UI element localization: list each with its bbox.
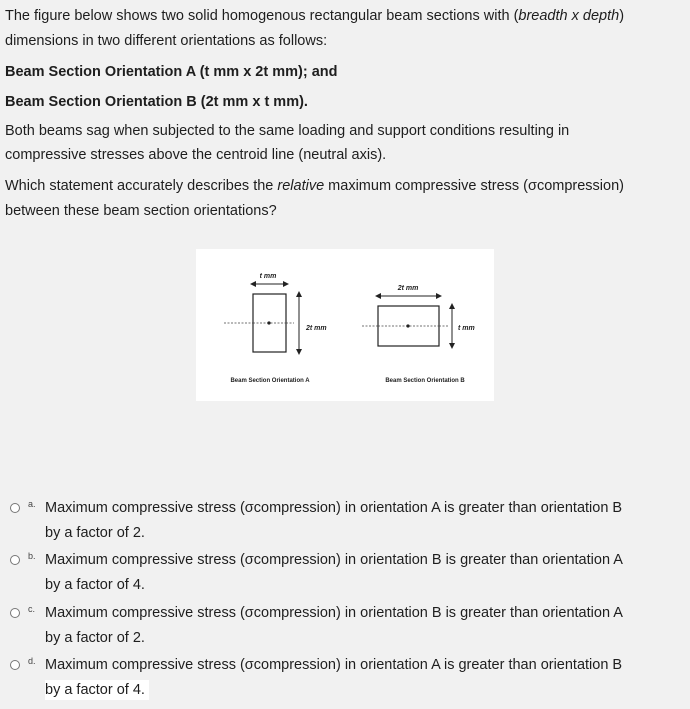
option-b-text-line-2[interactable]: by a factor of 4.	[45, 577, 145, 593]
option-a-text-line-1[interactable]: Maximum compressive stress (σcompression) in orientation A is greater than orientation B	[45, 500, 623, 516]
option-d-radio[interactable]	[10, 660, 20, 670]
option-c-text-line-1[interactable]: Maximum compressive stress (σcompression) in orientation B is greater than orientation A	[45, 605, 623, 621]
question-line-2: between these beam section orientations?	[5, 203, 277, 219]
option-a-radio[interactable]	[10, 503, 20, 513]
option-a-letter: a.	[28, 499, 36, 509]
section-b-depth-label: t mm	[458, 325, 475, 332]
context-line-1: Both beams sag when subjected to the same loading and support conditions resulting in	[5, 123, 570, 139]
intro-text-a: The figure below shows two solid homogenous rectangular beam sections with (	[5, 8, 519, 24]
option-d-text-line-1[interactable]: Maximum compressive stress (σcompression) in orientation A is greater than orientation B	[45, 657, 623, 673]
question-text-b: maximum compressive stress (σcompression)	[324, 178, 624, 194]
intro-line-2: dimensions in two different orientations as follows:	[5, 33, 328, 49]
option-b-letter: b.	[28, 551, 36, 561]
option-c-text-line-2[interactable]: by a factor of 2.	[45, 630, 145, 646]
option-d[interactable]	[0, 657, 690, 709]
option-c-radio[interactable]	[10, 608, 20, 618]
section-a-depth-label: 2t mm	[306, 325, 327, 332]
beam-sections-figure	[196, 249, 494, 401]
section-b-width-label: 2t mm	[397, 285, 419, 292]
intro-text-emphasis: breadth x depth	[518, 8, 620, 24]
option-d-letter: d.	[28, 656, 36, 666]
section-a-width-label: t mm	[259, 273, 277, 280]
section-b-caption: Beam Section Orientation B	[385, 378, 465, 384]
option-c-letter: c.	[28, 604, 36, 614]
beam-sections-diagram	[196, 249, 494, 401]
option-c[interactable]	[0, 605, 690, 657]
section-a-caption: Beam Section Orientation A	[230, 378, 310, 384]
orientation-b-heading: Beam Section Orientation B (2t mm x t mm).	[5, 94, 308, 110]
intro-line-1	[5, 6, 624, 26]
option-d-text-line-2[interactable]: by a factor of 4.	[45, 680, 149, 700]
option-b[interactable]	[0, 552, 690, 604]
intro-text-b: )	[619, 8, 625, 24]
section-b-centroid	[406, 324, 409, 327]
option-b-radio[interactable]	[10, 555, 20, 565]
question-line-1	[5, 176, 624, 196]
option-a-text-line-2[interactable]: by a factor of 2.	[45, 525, 145, 541]
question-text-emphasis: relative	[277, 178, 325, 194]
context-line-2: compressive stresses above the centroid line (neutral axis).	[5, 147, 387, 163]
option-a[interactable]	[0, 500, 690, 552]
question-text-a: Which statement accurately describes the	[5, 178, 278, 194]
option-b-text-line-1[interactable]: Maximum compressive stress (σcompression) in orientation B is greater than orientation A	[45, 552, 623, 568]
section-a-centroid	[267, 321, 270, 324]
orientation-a-heading: Beam Section Orientation A (t mm x 2t mm); and	[5, 64, 338, 80]
